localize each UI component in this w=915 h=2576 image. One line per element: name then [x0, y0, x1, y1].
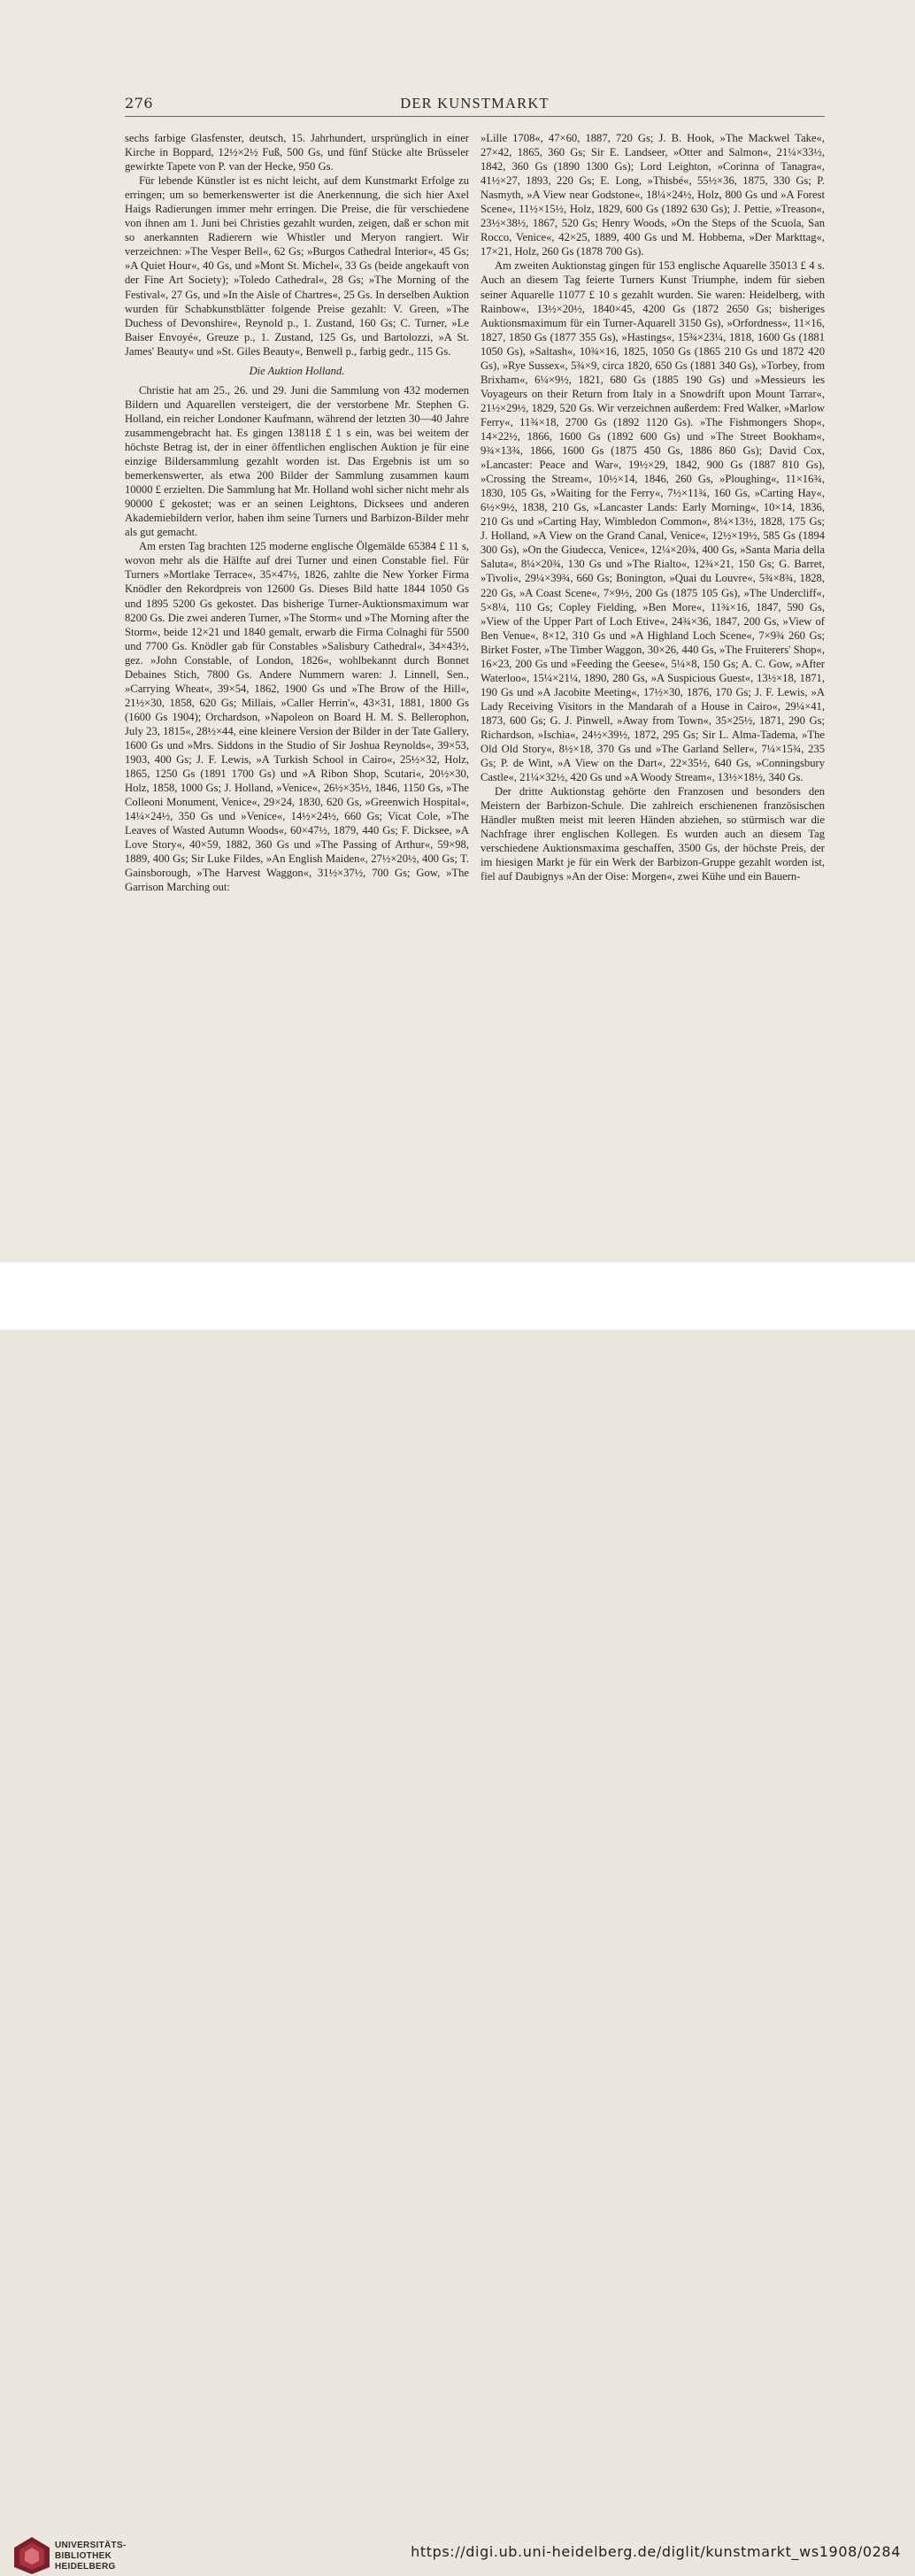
library-name-line: BIBLIOTHEK: [55, 2551, 112, 2561]
journal-title: DER KUNSTMARKT: [400, 95, 550, 112]
library-name-line: HEIDELBERG: [55, 2562, 116, 2572]
university-library-logo-icon: [12, 2535, 51, 2576]
header-rule: [125, 116, 825, 117]
scanned-page: [0, 0, 915, 1262]
viewer-footer: [0, 1262, 915, 2572]
running-header: [125, 95, 825, 118]
library-name-line: UNIVERSITÄTS-: [55, 2541, 127, 2550]
paragraph: »Lille 1708«, 47×60, 1887, 720 Gs; J. B. Hook, »The Mackwel Take«, 27×42, 1865, 360 Gs; Sir E. Landseer, »Otter and Salmon«, 21¼×33½, 1842, 360 Gs (1890 1300 Gs); Lord Leighton, »Corinna of Tanagra«, 41½×27, 1893, 220 Gs; E. Long, »Thisbé«, 55½×36, 1875, 330 Gs; P. Nasmyth, »A View near Godstone«, 18¼×24½, Holz, 800 Gs und »A Forest Scene«, 11½×15½, Holz, 1829, 600 Gs (1892 630 Gs); J. Pettie, »Treason«, 23½×38½, 1867, 520 Gs; Henry Woods, »On the Steps of the Scuola, San Rocco, Venice«, 42×25, 1889, 400 Gs und M. Hobbema, »Der Markttag«, 17×21, Holz, 260 Gs (1878 700 Gs).: [481, 132, 825, 258]
section-heading: Die Auktion Holland.: [249, 364, 345, 377]
paragraph: Am ersten Tag brachten 125 moderne englische Ölgemälde 65384 £ 11 s, wovon mehr als die Hälfte auf drei Turner und einen Constable fiel. Für Turners »Mortlake Terrace«, 35×47½, 1826, zahlte die New Yorker Firma Knödler den Rekordpreis von 12600 Gs. Dieses Bild hatte 1844 1050 Gs und 1895 5200 Gs gekostet. Das bisherige Turner-Auktionsmaximum war 8200 Gs. Die zwei anderen Turner, »The Storm« und »The Morning after the Storm«, beide 12×21 und 1840 gemalt, erwarb die Firma Colnaghi für 5500 und 7700 Gs. Knödler gab für Constables »Salisbury Cathedral«, 34×43½, gez. »John Constable, of London, 1826«, wohlbekannt durch Bonnet Debaines Stich, 7800 Gs. Andere Nummern waren: J. Linnell, Sen., »Carrying Wheat«, 39×54, 1862, 1900 Gs und »The Brow of the Hill«, 21½×30, 1858, 620 Gs; Millais, »Caller Herrin'«, 43×31, 1881, 1800 Gs (1600 Gs 1904); Orchardson, »Napoleon on Board H. M. S. Bellerophon, July 23, 1815«, 28½×44, eine kleinere Version der Bilder in der Tate Gallery, 1600 Gs und »Mrs. Siddons in the Studio of Sir Joshua Reynolds«, 39×53, 1903, 400 Gs; J. F. Lewis, »A Turkish School in Cairo«, 25½×32, Holz, 1865, 1250 Gs (1891 1700 Gs) und »A Ribon Shop, Scutari«, 20½×30, Holz, 1858, 1000 Gs; J. Holland, »Venice«, 26½×35½, 1846, 1150 Gs, »The Colleoni Monument, Venice«, 29×24, 1830, 620 Gs, »Greenwich Hospital«, 14¼×24½, 350 Gs und »Venice«, 14½×24½, 660 Gs; Vicat Cole, »The Leaves of Wasted Autumn Woods«, 60×47½, 1879, 440 Gs; F. Dicksee, »A Love Story«, 40×59, 1882, 360 Gs und »The Passing of Arthur«, 59×98, 1889, 400 Gs; Sir Luke Fildes, »An English Maiden«, 27½×20½, 400 Gs; T. Gainsborough, »The Harvest Waggon«, 31½×37½, 700 Gs; Gow, »The Garrison Marching out:: [125, 540, 469, 894]
paragraph: Am zweiten Auktionstag gingen für 153 englische Aquarelle 35013 £ 4 s. Auch an diesem Tag feierte Turners Kunst Triumphe, indem für sieben seiner Aquarelle 11077 £ 10 s gezahlt wurden. Sie waren: Heidelberg, with Rainbow«, 13½×20½, 1840×45, 4200 Gs (1872 2650 Gs; bisheriges Auktionsmaximum für ein Turner-Aquarell 3150 Gs), »Orfordness«, 11×16, 1827, 1850 Gs (1877 355 Gs), »Hastings«, 15¾×23¼, 1818, 1600 Gs (1881 1050 Gs), »Saltash«, 10¾×16, 1825, 1050 Gs (1865 210 Gs und 1872 420 Gs), »Rye Sussex«, 5¾×9, circa 1820, 650 Gs (1881 340 Gs), »Torbey, from Brixham«, 6¼×9½, 1821, 680 Gs (1885 190 Gs) und »Messieurs les Voyageurs on their Return from Italy in a Snowdrift upon Mount Tarrar«, 21½×29½, 1829, 520 Gs. Wir verzeichnen außerdem: Fred Walker, »Marlow Ferry«, 11¾×18, 2700 Gs (1892 1120 Gs). »The Fishmongers Shop«, 14×22½, 1866, 1600 Gs (1892 600 Gs) und »The Street Bookham«, 9¾×13¾, 1866, 1600 Gs (1875 450 Gs, 1886 860 Gs); David Cox, »Lancaster: Peace and War«, 19½×29, 1842, 900 Gs (1887 810 Gs), »Crossing the Stream«, 10½×14, 1846, 260 Gs, »Ploughing«, 11×16¾, 1830, 105 Gs, »Waiting for the Ferry«, 7½×11¾, 160 Gs, »Carting Hay«, 6½×9½, 1838, 210 Gs, »Lancaster Lands: Early Morning«, 10×14, 1836, 210 Gs und »Carting Hay, Wimbledon Common«, 8¼×13½, 1828, 175 Gs; J. Holland, »A View on the Grand Canal, Venice«, 12½×19½, 585 Gs (1894 300 Gs), »On the Giudecca, Venice«, 12¼×20¾, 400 Gs, »Santa Maria della Saluta«, 8¼×20¾, 130 Gs und »The Rialto«, 12¾×21, 150 Gs; G. Barret, »Tivoli«, 29¼×39¾, 660 Gs; Bonington, »Quai du Louvre«, 5¾×8¾, 1828, 220 Gs, »A Coast Scene«, 7×9½, 200 Gs (1875 105 Gs), »The Undercliff«, 5×8¼, 110 Gs; Copley Fielding, »Ben More«, 11¾×16, 1847, 590 Gs, »View of the Upper Part of Loch Etive«, 24¾×36, 1847, 200 Gs, »View of Ben Venue«, 8×12, 310 Gs und »A Highland Loch Scene«, 7×9¾ 260 Gs; Birket Foster, »The Timber Waggon, 30×26, 440 Gs, »The Fruiterers' Shop«, 16×23, 200 Gs und »Feeding the Geese«, 5¼×8, 150 Gs; A. C. Gow, »After Waterloo«, 15¼×21¼, 1890, 280 Gs, »A Suspicious Guest«, 13½×18, 1871, 190 Gs und »A Jacobite Meeting«, 17½×30, 1876, 170 Gs; J. F. Lewis, »A Lady Receiving Visitors in the Mandarah of a House in Cairo«, 29¼×41, 1873, 600 Gs; G. J. Pinwell, »Away from Town«, 35×25½, 1871, 290 Gs; Richardson, »Ischia«, 24½×39½, 1872, 295 Gs; Sir L. Alma-Tadema, »The Old Old Story«, 8½×18, 370 Gs und »The Garland Seller«, 7¼×15¾, 235 Gs; P. de Wint, »A View on the Dart«, 22×35½, 640 Gs, »Conningsbury Castle«, 21¼×32½, 420 Gs und »A Woody Stream«, 13½×18½, 340 Gs.: [481, 259, 825, 784]
paragraph: sechs farbige Glasfenster, deutsch, 15. Jahrhundert, ursprünglich in einer Kirche in Boppard, 12½×2½ Fuß, 500 Gs, und fünf Stücke alte Brüsseler gewirkte Tapete von P. van der Hecke, 950 Gs.: [125, 132, 469, 174]
library-name: [55, 2541, 127, 2572]
paragraph: Für lebende Künstler ist es nicht leicht, auf dem Kunstmarkt Erfolge zu erringen; um so bemerkenswerter ist die Anerkennung, die sich hier Axel Haigs Radierungen immer mehr erringen. Die Preise, die für verschiedene von ihnen am 1. Juni bei Christies gezahlt wurden, zeigen, daß er schon mit so anerkannten Radierern wie Whistler und Meryon rangiert. Wir verzeichnen: »The Vesper Bell«, 62 Gs; »Burgos Cathedral Interior«, 45 Gs; »A Quiet Hour«, 40 Gs, und »Mont St. Michel«, 33 Gs (beide angekauft von der Fine Art Society); »Toledo Cathedral«, 28 Gs; »The Morning of the Festival«, 27 Gs, und »In the Aisle of Chartres«, 25 Gs. In derselben Auktion wurden für Schabkunstblätter folgende Preise gezahlt: V. Green, »The Duchess of Devonshire«, Reynold p., 1. Zustand, 160 Gs; C. Turner, »Le Baiser Envoyé«, Greuze p., 1. Zustand, 125 Gs, und Bartolozzi, »A St. James' Beauty« und »St. Giles Beauty«, Benwell p., farbig gedr., 115 Gs.: [125, 174, 469, 358]
paragraph: Der dritte Auktionstag gehörte den Franzosen und besonders den Meistern der Barbizon-Schule. Die zahlreich erschienenen französischen Händler mußten meist mit leeren Händen abziehen, so stürmisch war die Nachfrage ihrer englischen Kollegen. Es wurden auch an diesem Tag verschiedene Auktionsmaxima geschaffen, 3500 Gs, der höchste Preis, der im hiesigen Markt je für ein Werk der Barbizon-Gruppe gezahlt worden ist, fiel auf Daubignys »An der Oise: Morgen«, zwei Kühe und ein Bauern-: [481, 785, 825, 883]
right-text-column: [481, 131, 825, 883]
paragraph: Christie hat am 25., 26. und 29. Juni die Sammlung von 432 modernen Bildern und Aquarellen versteigert, die der verstorbene Mr. Stephen G. Holland, ein reicher Londoner Kaufmann, während der letzten 30—40 Jahre zusammengebracht hat. Es gingen 138118 £ 1 s ein, was bei weitem der höchste Betrag ist, der in einer öffentlichen englischen Auktion je für eine einzige Bildersammlung gezahlt worden ist. Das Ergebnis ist um so bemerkenswerter, als etwa 200 Bilder der Sammlung zusammen kaum 10000 £ erzielten. Die Sammlung hat Mr. Holland wohl sicher nicht mehr als 90000 £ gekostet; was er an seinen Leightons, Dicksees und anderen Akademiebildern verlor, haben ihm seine Turners und Barbizon-Bilder mehr als gut gemacht.: [125, 383, 469, 539]
permalink-url[interactable]: https://digi.ub.uni-heidelberg.de/diglit/kunstmarkt_ws1908/0284: [411, 2543, 901, 2560]
left-text-column: [125, 131, 469, 894]
page-number: 276: [125, 95, 154, 112]
